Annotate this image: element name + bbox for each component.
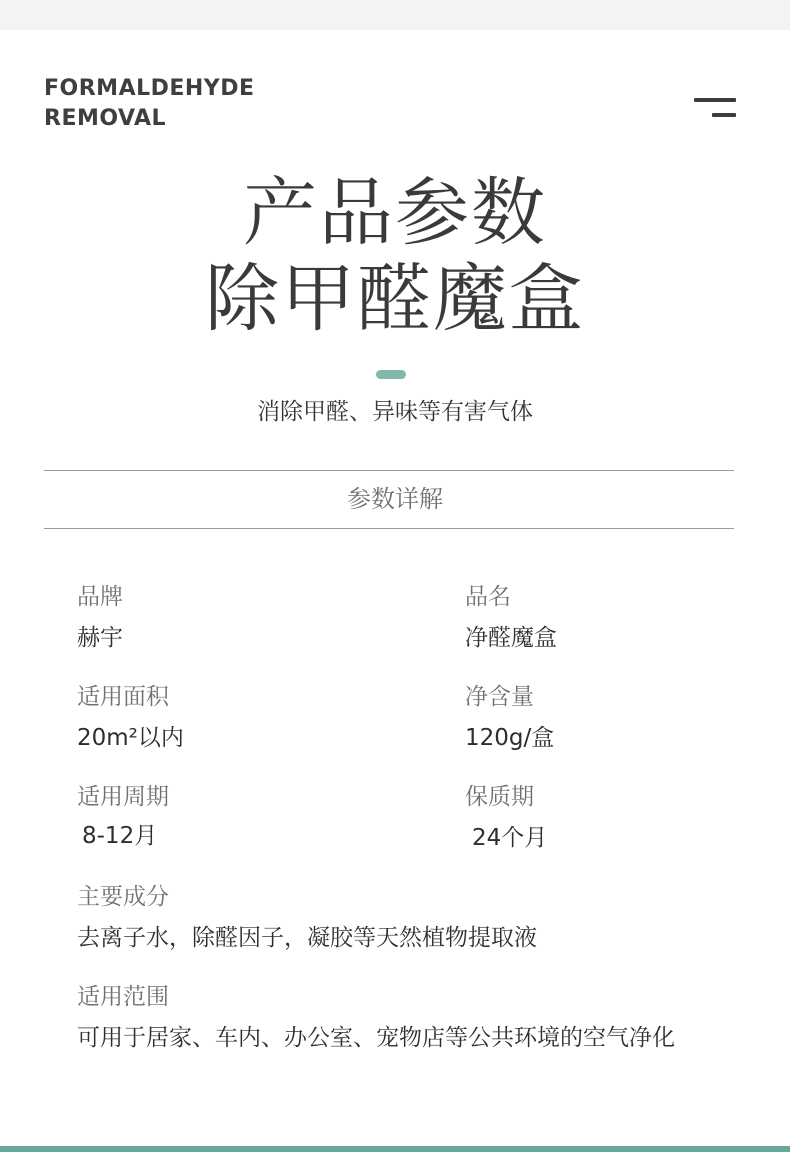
brand-line-1: FORMALDEHYDE xyxy=(44,76,255,101)
scope-label: 适用范围 xyxy=(77,984,169,1010)
bottom-accent-bar xyxy=(0,1146,790,1152)
menu-bar-bottom xyxy=(712,113,736,117)
section-divider-top xyxy=(44,470,734,471)
product-title: 除甲醛魔盒 xyxy=(205,256,585,342)
shelf-life-label: 保质期 xyxy=(465,784,534,810)
hamburger-menu-icon[interactable] xyxy=(694,96,736,120)
net-content-value: 120g/盒 xyxy=(465,725,555,751)
area-label: 适用面积 xyxy=(77,684,169,710)
brand-line-2: REMOVAL xyxy=(44,106,167,131)
section-divider-bottom xyxy=(44,528,734,529)
section-title: 参数详解 xyxy=(347,485,443,513)
page-title: 产品参数 xyxy=(243,170,547,256)
brand-value: 赫宇 xyxy=(77,625,123,651)
product-subtitle: 消除甲醛、异味等有害气体 xyxy=(257,399,533,425)
ingredient-value: 去离子水，除醛因子，凝胶等天然植物提取液 xyxy=(77,925,537,951)
net-content-label: 净含量 xyxy=(465,684,534,710)
menu-bar-top xyxy=(694,98,736,102)
accent-divider xyxy=(376,370,406,379)
product-name-value: 净醛魔盒 xyxy=(465,625,557,651)
shelf-life-value: 24个月 xyxy=(472,825,548,851)
scope-value: 可用于居家、车内、办公室、宠物店等公共环境的空气净化 xyxy=(77,1025,675,1051)
product-name-label: 品名 xyxy=(465,584,511,610)
area-value: 20m²以内 xyxy=(77,725,184,751)
brand-english-name xyxy=(44,74,255,134)
ingredient-label: 主要成分 xyxy=(77,884,169,910)
brand-label: 品牌 xyxy=(77,584,123,610)
cycle-value: 8-12月 xyxy=(82,823,158,849)
top-strip xyxy=(0,0,790,30)
cycle-label: 适用周期 xyxy=(77,784,169,810)
